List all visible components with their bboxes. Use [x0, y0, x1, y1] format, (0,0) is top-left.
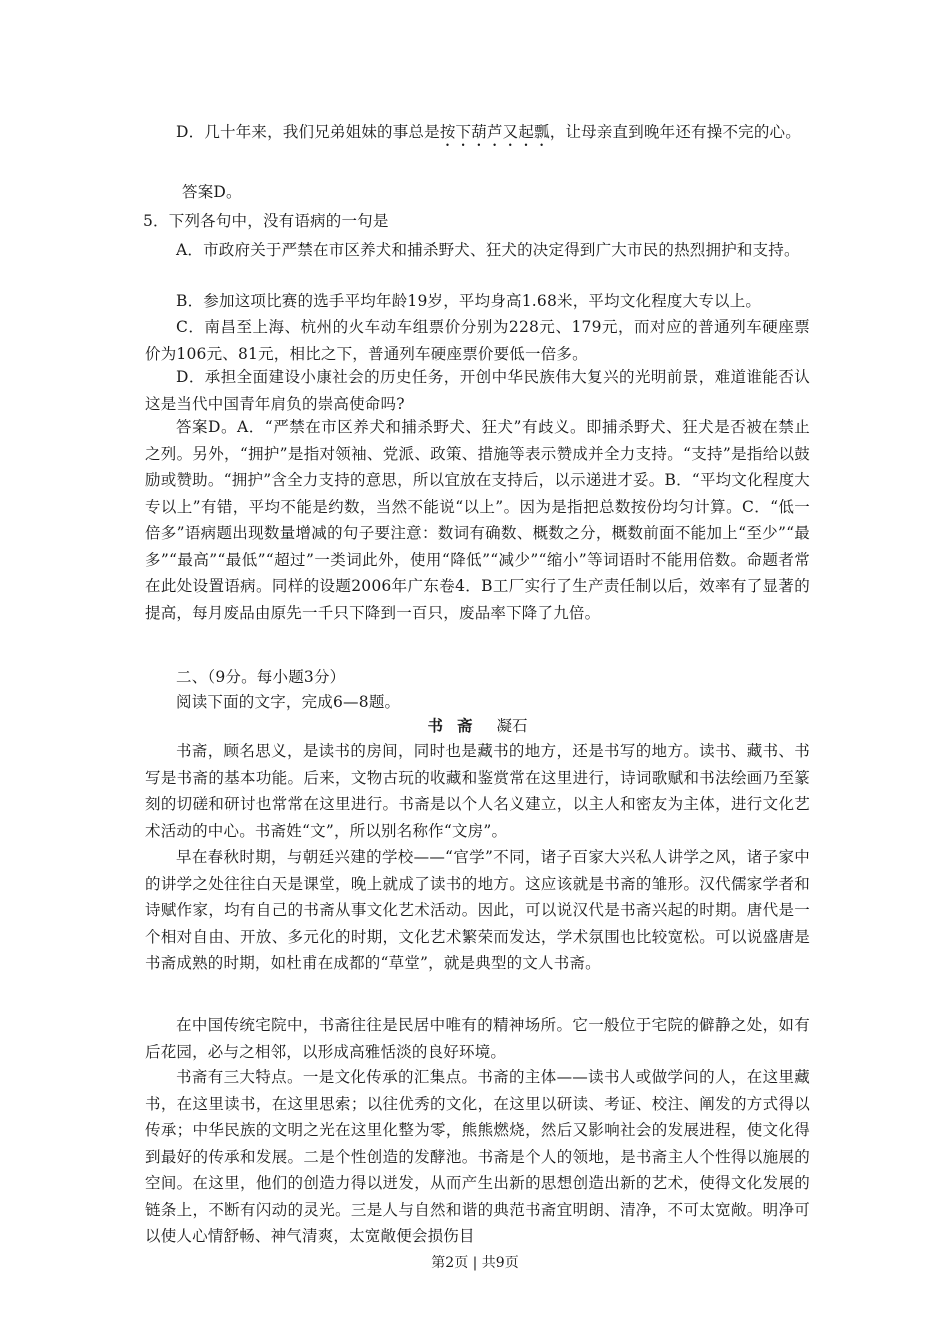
article-title-line — [145, 713, 810, 740]
q4-answer: 答案D。 — [182, 183, 242, 201]
q5-option-a: A．市政府关于严禁在市区养犬和捕杀野犬、狂犬的决定得到广大市民的热烈拥护和支持。 — [176, 241, 800, 259]
page-footer: 第2页 | 共9页 — [431, 1255, 519, 1271]
q5-option-d: D．承担全面建设小康社会的历史任务，开创中华民族伟大复兴的光明前景，难道谁能否认这是当代中国青年肩负的崇高使命吗? — [145, 368, 810, 413]
q4-option-d: D．几十年来，我们兄弟姐妹的事总是按下葫芦又起瓢，让母亲直到晚年还有操不完的心。 — [176, 123, 801, 141]
section-instruction: 阅读下面的文字，完成6—8题。 — [176, 693, 401, 711]
article-paragraph: 早在春秋时期，与朝廷兴建的学校——“官学”不同，诸子百家大兴私人讲学之风，诸子家中的讲学之处往往白天是课堂，晚上就成了读书的地方。这应该就是书斋的雏形。汉代儒家学者和诗赋作家，均有自己的书斋从事文化艺术活动。因此，可以说汉代是书斋兴起的时期。唐代是一个相对自由、开放、多元化的时期，文化艺术繁荣而发达，学术氛围也比较宽松。可以说盛唐是书斋成熟的时期，如杜甫在成都的“草堂”，就是典型的文人书斋。 — [145, 848, 810, 972]
q5-option-b: B．参加这项比赛的选手平均年龄19岁，平均身高1.68米，平均文化程度大专以上。 — [176, 292, 762, 310]
article-paragraph: 在中国传统宅院中，书斋往往是民居中唯有的精神场所。它一般位于宅院的僻静之处，如有后花园，必与之相邻，以形成高雅恬淡的良好环境。 — [145, 1016, 810, 1061]
article-author: 凝石 — [496, 717, 528, 735]
article-paragraph: 书斋有三大特点。一是文化传承的汇集点。书斋的主体——读书人或做学问的人，在这里藏书，在这里读书，在这里思索；以往优秀的文化，在这里以研读、考证、校注、阐发的方式得以传承；中华民族的文明之光在这里化整为零，熊熊燃烧，然后又影响社会的发展进程，使文化得到最好的传承和发展。二是个性创造的发酵池。书斋是个人的领地，是书斋主人个性得以施展的空间。在这里，他们的创造力得以迸发，从而产生出新的思想创造出新的艺术，使得文化发展的链条上，不断有闪动的灵光。三是人与自然和谐的典范书斋宜明朗、清净，不可太宽敞。明净可以使人心情舒畅、神气清爽，太宽敞便会损伤目 — [145, 1068, 810, 1245]
q5-answer: 答案D。A．“严禁在市区养犬和捕杀野犬、狂犬”有歧义。即捕杀野犬、狂犬是否被在禁止之列。另外，“拥护”是指对领袖、党派、政策、措施等表示赞成并全力支持。“支持”是指给以鼓励或赞助。“拥护”含全力支持的意思，所以宜放在支持后，以示递进才妥。B．“平均文化程度大专以上”有错，平均不能是约数，当然不能说“以上”。因为是指把总数按份均匀计算。C．“低一倍多”语病题出现数量增减的句子要注意：数词有确数、概数之分，概数前面不能加上“至少”“最多”“最高”“最低”“超过”一类词此外，使用“降低”“减少”“缩小”等词语时不能用倍数。命题者常在此处设置语病。同样的设题2006年广东卷4．B工厂实行了生产责任制以后，效率有了显著的提高，每月废品由原先一千只下降到一百只，废品率下降了九倍。 — [145, 418, 810, 622]
q5-stem: 5．下列各句中，没有语病的一句是 — [143, 212, 389, 230]
article-paragraph: 书斋，顾名思义，是读书的房间，同时也是藏书的地方，还是书写的地方。读书、藏书、书写是书斋的基本功能。后来，文物古玩的收藏和鉴赏常在这里进行，诗词歌赋和书法绘画乃至篆刻的切磋和研讨也常常在这里进行。书斋是以个人名义建立，以主人和密友为主体，进行文化艺术活动的中心。书斋姓“文”，所以别名称作“文房”。 — [145, 742, 810, 840]
dotted-idiom: 按下葫芦又起瓢 — [439, 123, 550, 141]
article-title: 书斋 — [427, 716, 487, 735]
q5-option-c: C．南昌至上海、杭州的火车动车组票价分别为228元、179元，而对应的普通列车硬座票价为106元、81元，相比之下，普通列车硬座票价要低一倍多。 — [145, 318, 810, 363]
section-heading: 二、（9分。每小题3分） — [176, 668, 346, 686]
